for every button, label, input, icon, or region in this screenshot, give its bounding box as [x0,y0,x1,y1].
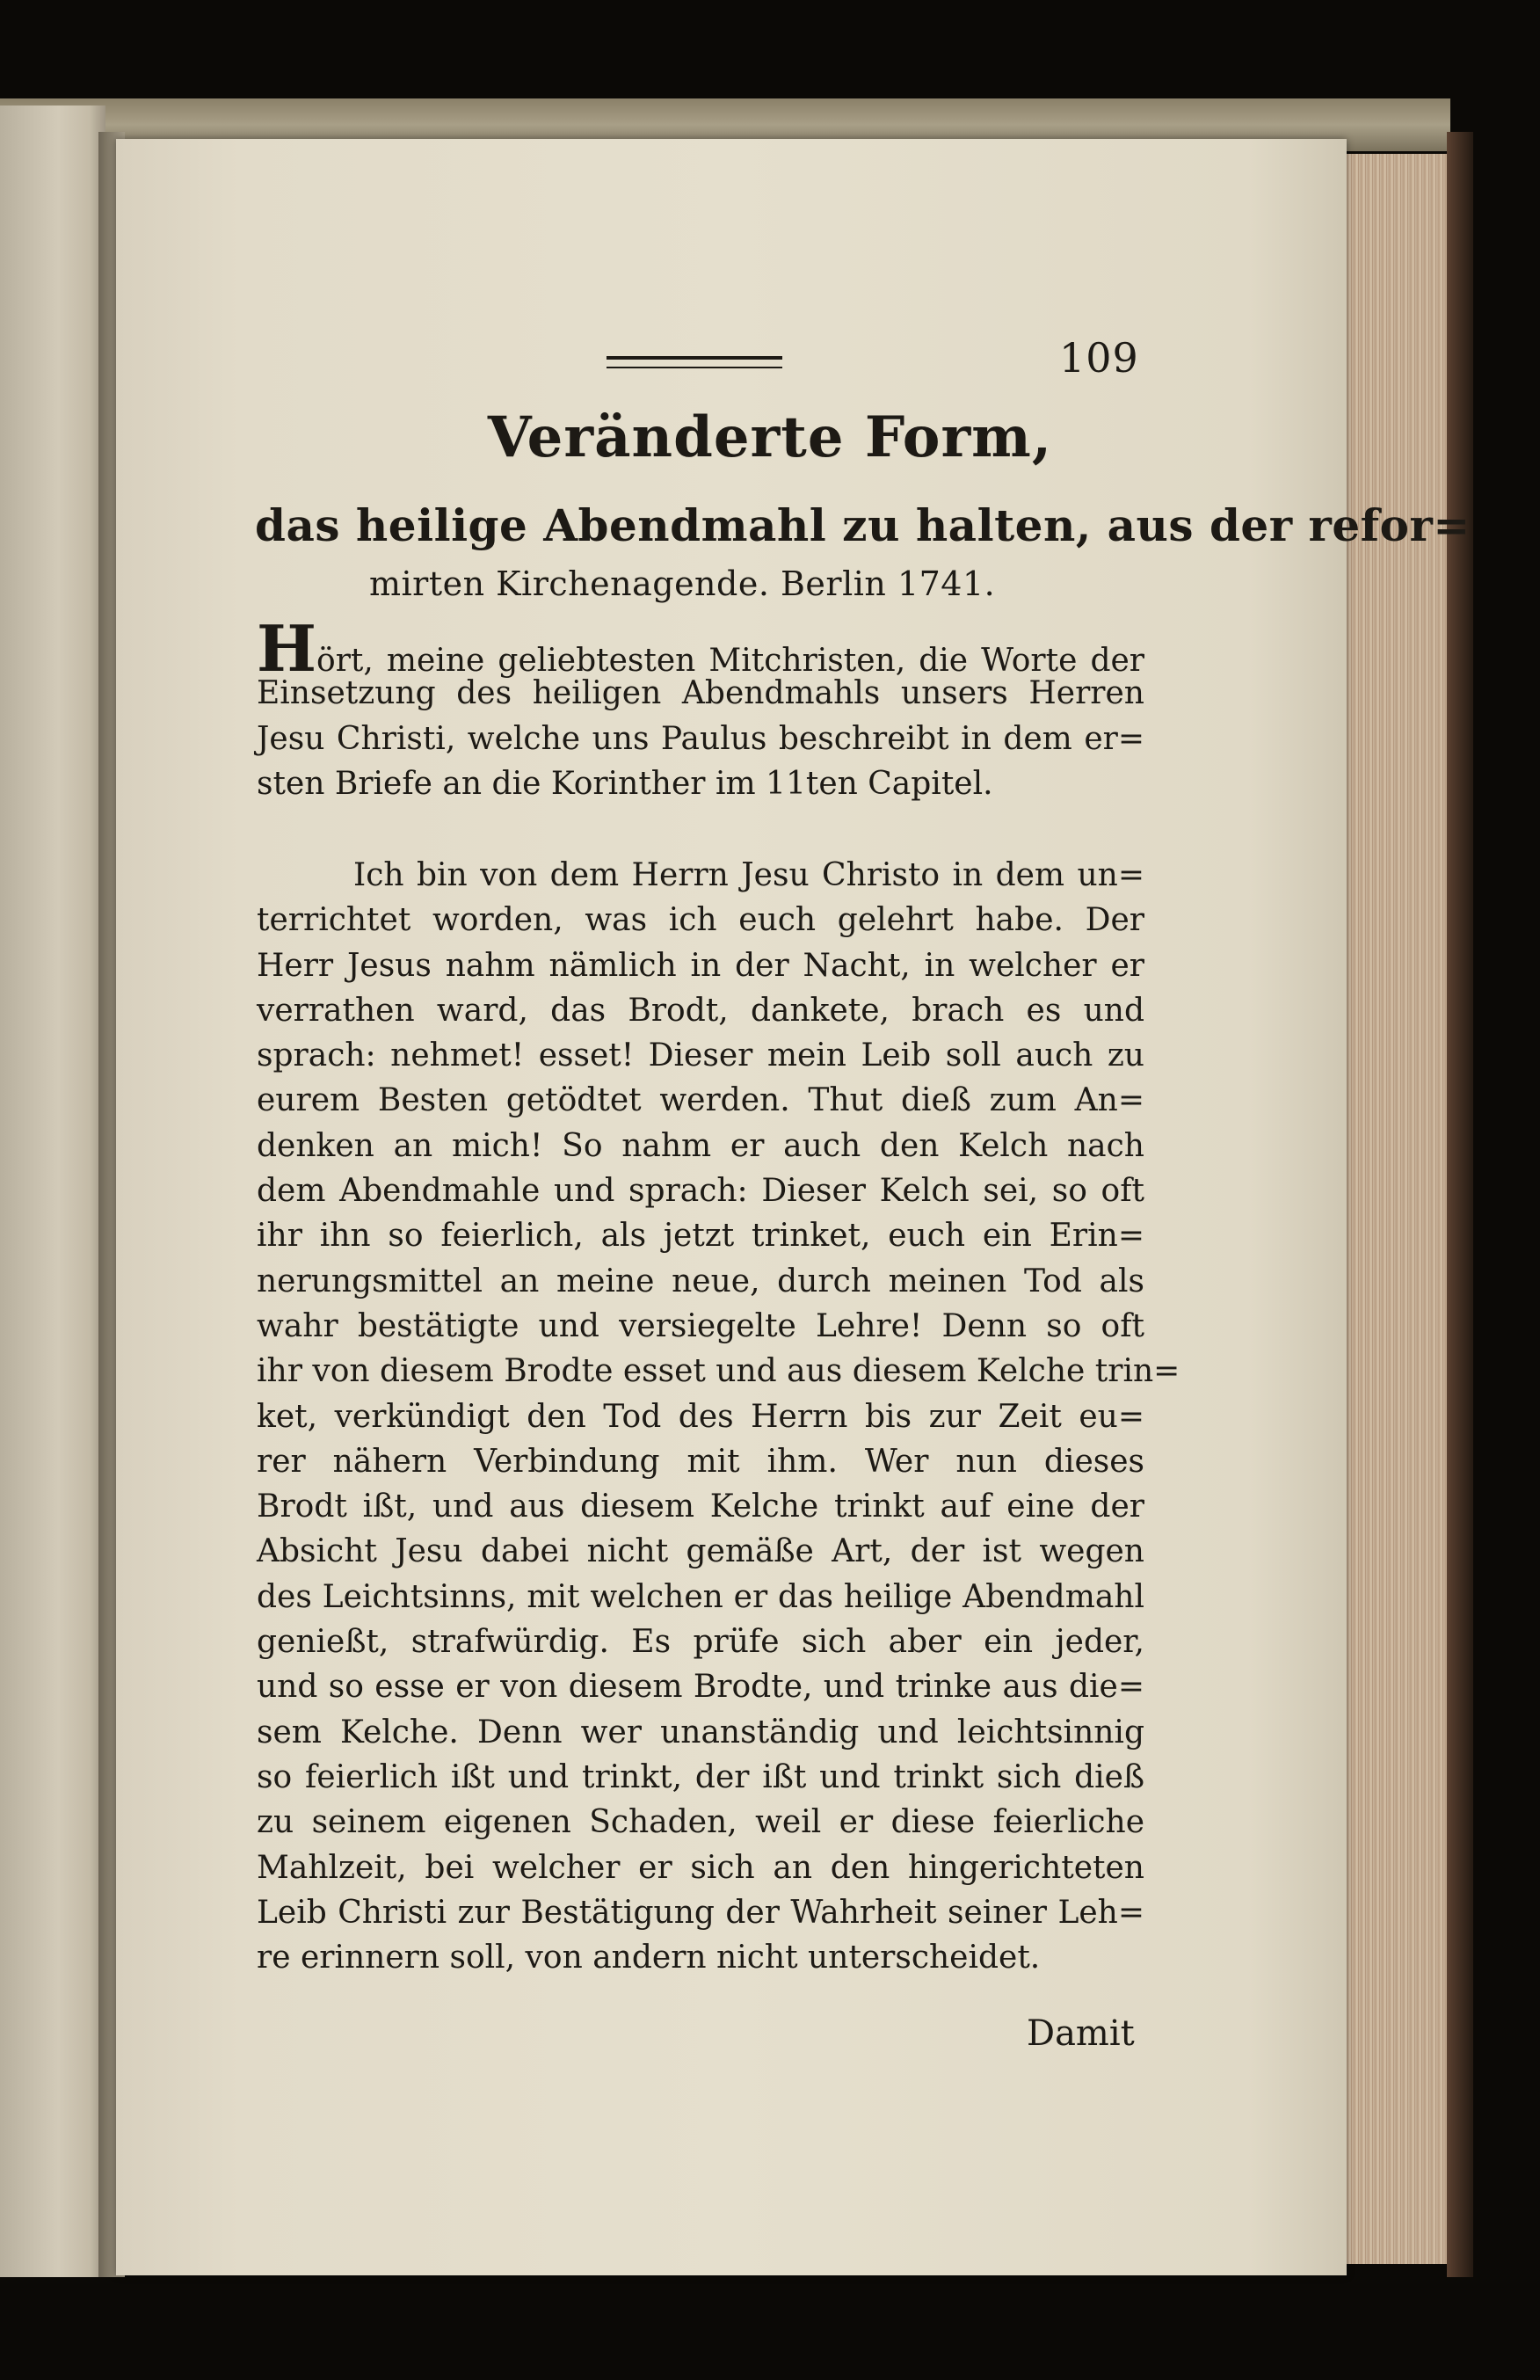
section-subtitle-line-1: das heilige Abendmahl zu halten, aus der refor= [255,499,1471,551]
text-line: dem Abendmahle und sprach: Dieser Kelch sei, so oft [257,1173,1144,1210]
text-line: verrathen ward, das Brodt, dankete, brach es und [257,992,1144,1029]
text-line: sprach: nehmet! esset! Dieser mein Leib soll auch zu [257,1037,1144,1074]
text-line: Jesu Christi, welche uns Paulus beschreibt in dem er= [257,720,1144,757]
line-text: ört, meine geliebtesten Mitchristen, die Worte der [316,643,1144,679]
text-line: sem Kelche. Denn wer unanständig und leichtsinnig [257,1714,1144,1750]
drop-cap: H [257,611,317,686]
section-title: Veränderte Form, [487,404,1053,470]
text-line: genießt, strafwürdig. Es prüfe sich aber ein jeder, [257,1624,1144,1661]
text-line: nerungsmittel an meine neue, durch meinen Tod als [257,1263,1144,1299]
paragraph-2 [257,853,1180,1980]
text-line: Absicht Jesu dabei nicht gemäße Art, der ist wegen [257,1533,1144,1570]
text-line: und so esse er von diesem Brodte, und trinke aus die= [257,1669,1144,1706]
text-line: denken an mich! So nahm er auch den Kelch nach [257,1127,1144,1164]
section-subtitle-line-2: mirten Kirchenagende. Berlin 1741. [369,564,996,603]
text-line [257,611,1144,686]
text-line: re erinnern soll, von andern nicht unterscheidet. [257,1940,1041,1976]
text-line: eurem Besten getödtet werden. Thut dieß zum An= [257,1082,1144,1119]
page-block-edges [1345,154,1456,2264]
catchword: Damit [1027,2013,1135,2054]
text-line: Herr Jesus nahm nämlich in der Nacht, in welcher er [257,947,1144,984]
paragraph-1 [257,611,1144,806]
text-line: Ich bin von dem Herrn Jesu Christo in dem un= [353,857,1144,893]
text-line: rer nähern Verbindung mit ihm. Wer nun dieses [257,1443,1144,1480]
text-line: des Leichtsinns, mit welchen er das heilige Abendmahl [257,1578,1144,1615]
text-line: wahr bestätigte und versiegelte Lehre! Denn so oft [257,1307,1144,1344]
text-line: sten Briefe an die Korinther im 11ten Capitel. [257,765,993,802]
text-line: zu seinem eigenen Schaden, weil er diese feierliche [257,1804,1144,1841]
text-line: so feierlich ißt und trinkt, der ißt und trinkt sich dieß [257,1758,1144,1795]
page-number: 109 [1059,334,1139,382]
text-line: ihr ihn so feierlich, als jetzt trinket, euch ein Erin= [257,1218,1144,1255]
header-rule [607,356,782,368]
text-line: terrichtet worden, was ich euch gelehrt habe. Der [257,902,1144,939]
text-line: ket, verkündigt den Tod des Herrn bis zur Zeit eu= [257,1398,1144,1435]
text-line: Leib Christi zur Bestätigung der Wahrheit seiner Leh= [257,1894,1144,1931]
text-line: Einsetzung des heiligen Abendmahls unsers Herren [257,675,1144,712]
text-line: Brodt ißt, und aus diesem Kelche trinkt auf eine der [257,1488,1144,1525]
text-line: Mahlzeit, bei welcher er sich an den hingerichteten [257,1849,1144,1886]
text-line: ihr von diesem Brodte esset und aus diesem Kelche trin= [257,1353,1180,1390]
